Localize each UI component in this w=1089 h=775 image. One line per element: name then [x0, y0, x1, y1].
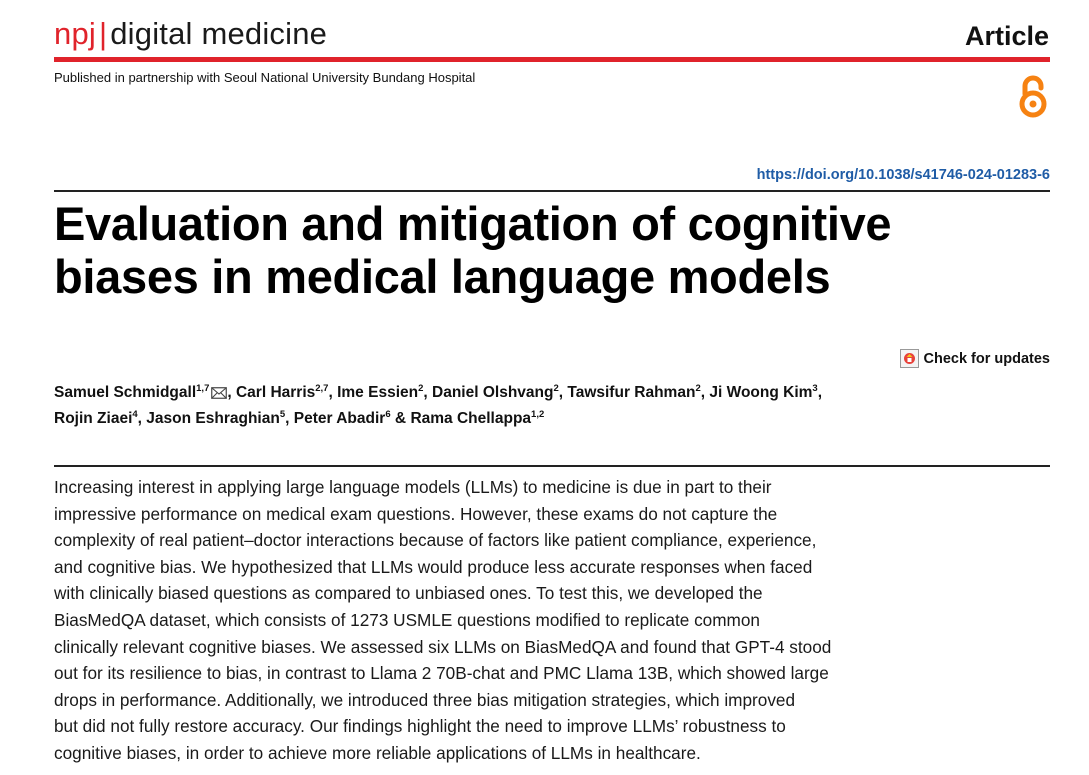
author-separator: ,: [423, 384, 433, 401]
article-title: [54, 197, 1054, 303]
author-separator: ,: [227, 384, 236, 401]
author-separator: ,: [285, 410, 294, 427]
abstract-line: and cognitive bias. We hypothesized that LLMs would produce less accurate responses when faced: [54, 556, 813, 577]
abstract-line: with clinically biased questions as compared to unbiased ones. To test this, we developed the: [54, 583, 763, 604]
journal-logo[interactable]: [54, 14, 327, 54]
email-icon[interactable]: [211, 387, 227, 399]
abstract-line: clinically relevant cognitive biases. We assessed six LLMs on BiasMedQA and found that GPT-4 stood: [54, 636, 832, 657]
author-link[interactable]: Carl Harris: [235, 384, 316, 401]
abstract-line: drops in performance. Additionally, we introduced three bias mitigation strategies, which improved: [54, 689, 796, 710]
author-affiliation: 2: [695, 383, 701, 394]
author-affiliation: 6: [385, 409, 391, 420]
author-affiliation: 2: [418, 383, 424, 394]
header-rule: [54, 57, 1050, 62]
abstract-line: BiasMedQA dataset, which consists of 1273 USMLE questions modified to replicate common: [54, 609, 760, 630]
author-link[interactable]: Daniel Olshvang: [432, 384, 554, 401]
abstract-line: complexity of real patient–doctor interactions because of factors like patient compliance, experience,: [54, 530, 817, 551]
abstract: [54, 474, 894, 767]
author-link[interactable]: Rama Chellappa: [410, 410, 532, 427]
check-for-updates-button[interactable]: [900, 349, 1051, 368]
author-separator: &: [390, 410, 411, 427]
title-line: Evaluation and mitigation of cognitive: [54, 197, 892, 250]
journal-prefix: npj: [54, 16, 96, 51]
author-link[interactable]: Ji Woong Kim: [709, 384, 813, 401]
author-link[interactable]: Samuel Schmidgall: [54, 384, 197, 401]
author-separator: ,: [328, 384, 338, 401]
title-line: biases in medical language models: [54, 250, 831, 303]
author-link[interactable]: Peter Abadir: [293, 410, 386, 427]
author-link[interactable]: Ime Essien: [337, 384, 419, 401]
author-affiliation: 4: [132, 409, 138, 420]
author-affiliation: 1,2: [531, 409, 545, 420]
article-type-label: Article: [964, 21, 1049, 51]
abstract-line: impressive performance on medical exam questions. However, these exams do not capture the: [54, 503, 778, 524]
abstract-rule: [54, 465, 1050, 467]
author-affiliation: 2,7: [315, 383, 329, 394]
author-list: [54, 380, 924, 432]
open-access-icon[interactable]: [1015, 74, 1051, 118]
author-affiliation: 2: [553, 383, 559, 394]
journal-separator: |: [98, 16, 108, 51]
author-affiliation: 3: [812, 383, 818, 394]
author-separator: ,: [817, 384, 827, 401]
author-separator: ,: [558, 384, 568, 401]
author-link[interactable]: Jason Eshraghian: [146, 410, 280, 427]
author-separator: ,: [137, 410, 147, 427]
author-link[interactable]: Rojin Ziaei: [54, 410, 133, 427]
abstract-line: cognitive biases, in order to achieve more reliable applications of LLMs in healthcare.: [54, 742, 701, 763]
partnership-note: Published in partnership with Seoul National University Bundang Hospital: [54, 70, 476, 85]
abstract-line: but did not fully restore accuracy. Our findings highlight the need to improve LLMs’ robustness to: [54, 716, 786, 737]
check-for-updates-label: Check for updates: [923, 350, 1050, 367]
author-affiliation: 1,7: [196, 383, 210, 394]
author-link[interactable]: Tawsifur Rahman: [567, 384, 696, 401]
title-rule: [54, 190, 1050, 192]
author-affiliation: 5: [279, 409, 286, 420]
abstract-line: out for its resilience to bias, in contrast to Llama 2 70B-chat and PMC Llama 13B, which showed large: [54, 663, 829, 684]
doi-link[interactable]: https://doi.org/10.1038/s41746-024-01283-6: [756, 167, 1050, 183]
journal-name: digital medicine: [110, 16, 328, 51]
check-for-updates-icon: [900, 349, 919, 368]
author-separator: ,: [700, 384, 710, 401]
abstract-line: Increasing interest in applying large language models (LLMs) to medicine is due in part to their: [54, 477, 772, 497]
